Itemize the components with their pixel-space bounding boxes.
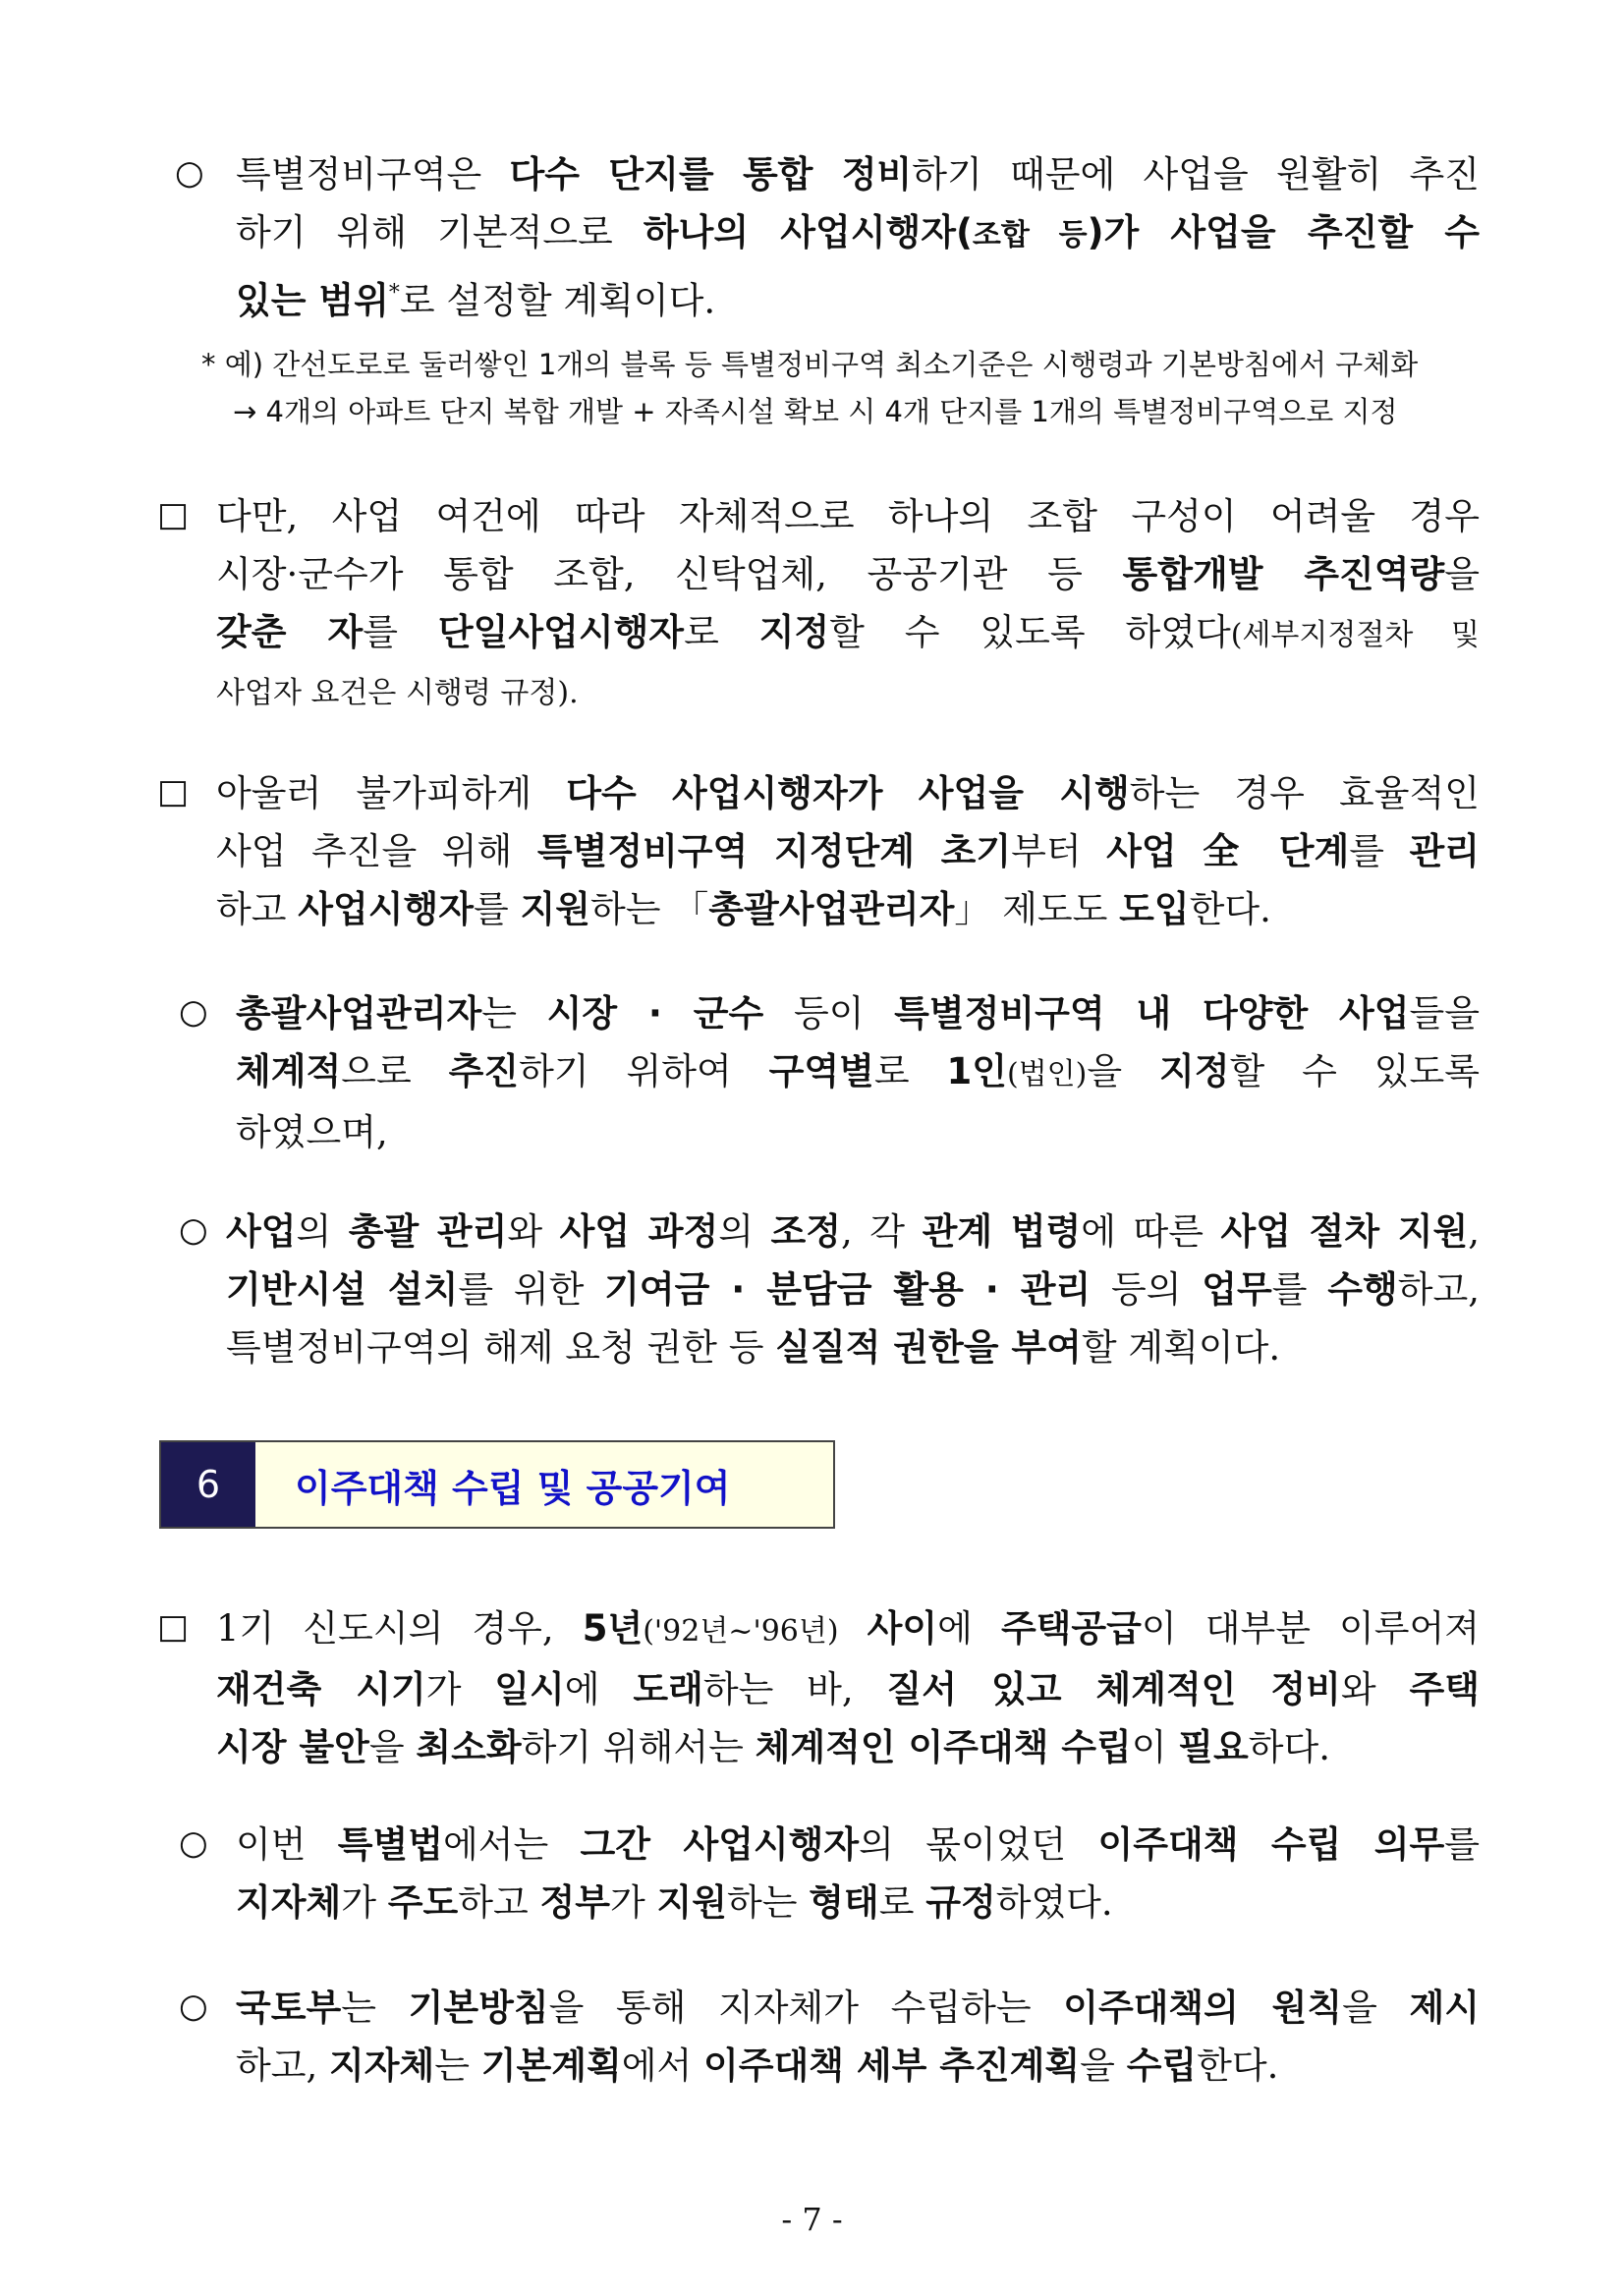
para-5-line-2: 기반시설 설치를 위한 기여금 · 분담금 활용 · 관리 등의 업무를 수행하고, [226,1268,1480,1311]
para-6-line-1: 1기 신도시의 경우, 5년('92년~'96년) 사이에 주택공급이 대부분 이루어져 [216,1607,1480,1650]
circle-bullet: ○ [179,1987,208,2026]
para-3-line-3: 하고 사업시행자를 지원하는 「총괄사업관리자」 제도도 도입한다. [216,888,1271,930]
circle-bullet: ○ [179,1823,208,1863]
para-8-line-2: 하고, 지자체는 기본계획에서 이주대책 세부 추진계획을 수립한다. [236,2044,1279,2087]
para-2-line-3: 갖춘 자를 단일사업시행자로 지정할 수 있도록 하였다(세부지정절차 및 [216,611,1480,653]
para-4-line-3: 하였으며, [236,1111,388,1153]
para-3-line-1: 아울러 불가피하게 다수 사업시행자가 사업을 시행하는 경우 효율적인 [216,772,1480,814]
para-4-line-1: 총괄사업관리자는 시장 · 군수 등이 특별정비구역 내 다양한 사업들을 [236,992,1480,1035]
para-8-line-1: 국토부는 기본방침을 통해 지자체가 수립하는 이주대책의 원칙을 제시 [236,1987,1480,2029]
square-bullet: □ [157,772,190,812]
section-header [159,1440,835,1529]
para-7-line-2: 지자체가 주도하고 정부가 지원하는 형태로 규정하였다. [236,1881,1113,1924]
para-6-line-3: 시장 불안을 최소화하기 위해서는 체계적인 이주대책 수립이 필요하다. [216,1726,1331,1768]
para-2-line-4: 사업자 요건은 시행령 규정). [216,676,579,710]
para-3-line-2: 사업 추진을 위해 특별정비구역 지정단계 초기부터 사업 全 단계를 관리 [216,830,1480,872]
para-2-line-1: 다만, 사업 여건에 따라 자체적으로 하나의 조합 구성이 어려울 경우 [216,495,1480,537]
circle-bullet: ○ [179,992,208,1032]
circle-bullet: ○ [175,153,204,193]
para-4-line-2: 체계적으로 추진하기 위하여 구역별로 1인(법인)을 지정할 수 있도록 [236,1050,1481,1092]
square-bullet: □ [157,1607,190,1647]
footnote-line-1: * 예) 간선도로로 둘러쌓인 1개의 블록 등 특별정비구역 최소기준은 시행령과 기본방침에서 구체화 [201,348,1419,381]
para-1-line-3: 있는 범위*로 설정할 계획이다. [236,279,716,322]
section-number: 6 [161,1442,255,1527]
section-title: 이주대책 수립 및 공공기여 [295,1466,731,1510]
square-bullet: □ [157,495,190,534]
para-5-line-1: 사업의 총괄 관리와 사업 과정의 조정, 각 관계 법령에 따른 사업 절차 지원, [226,1210,1480,1253]
page-number: - 7 - [781,2201,843,2238]
para-7-line-1: 이번 특별법에서는 그간 사업시행자의 몫이었던 이주대책 수립 의무를 [236,1823,1481,1866]
para-2-line-2: 시장·군수가 통합 조합, 신탁업체, 공공기관 등 통합개발 추진역량을 [216,553,1480,595]
para-5-line-3: 특별정비구역의 해제 요청 권한 등 실질적 권한을 부여할 계획이다. [226,1326,1281,1369]
circle-bullet: ○ [179,1210,208,1250]
para-1-line-1: 특별정비구역은 다수 단지를 통합 정비하기 때문에 사업을 원활히 추진 [236,153,1480,196]
footnote-line-2: → 4개의 아파트 단지 복합 개발 + 자족시설 확보 시 4개 단지를 1개의 특별정비구역으로 지정 [233,395,1398,428]
para-6-line-2: 재건축 시기가 일시에 도래하는 바, 질서 있고 체계적인 정비와 주택 [216,1668,1480,1710]
para-1-line-2: 하기 위해 기본적으로 하나의 사업시행자(조합 등)가 사업을 추진할 수 [236,211,1480,253]
